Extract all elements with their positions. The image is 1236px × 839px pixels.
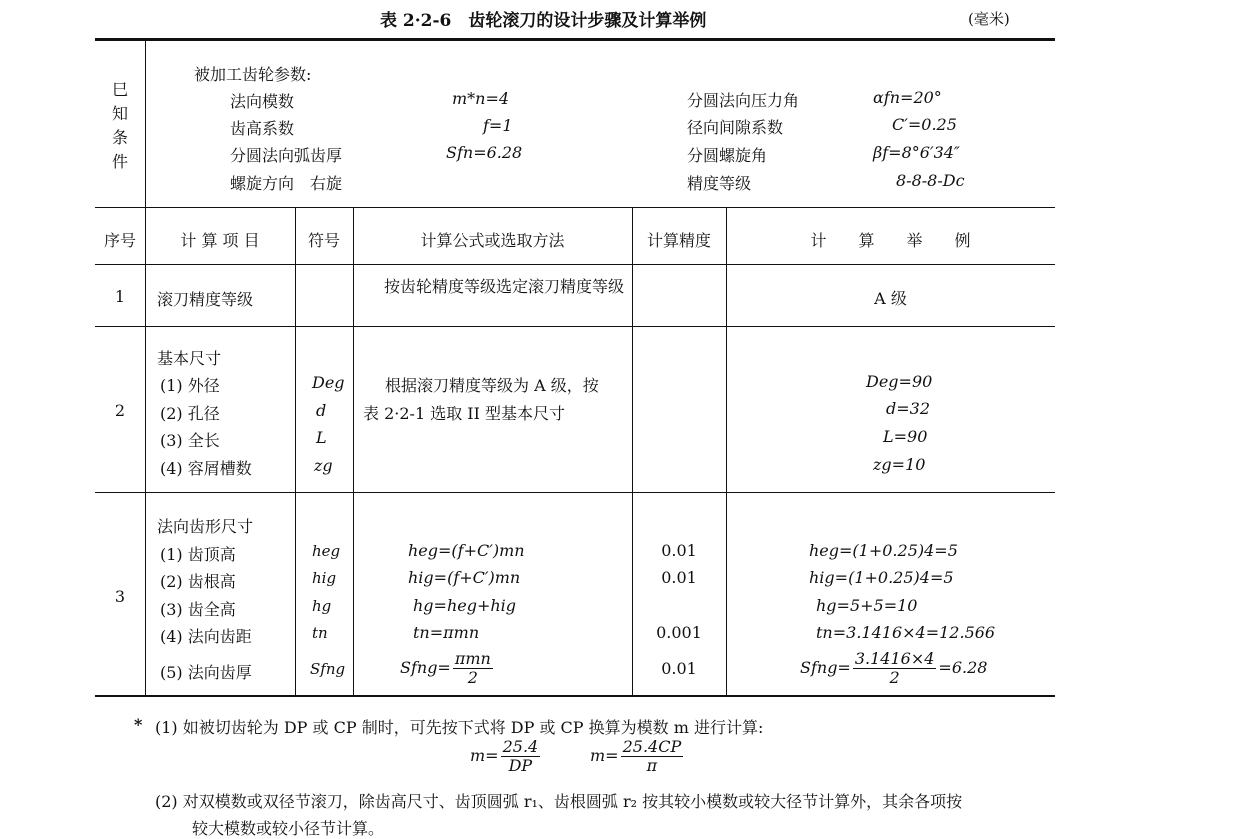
row-example: hg=5+5=10 — [816, 596, 918, 615]
row-example: L=90 — [883, 427, 928, 446]
row-item: (1) 外径 — [160, 376, 220, 395]
known-label: 径向间隙系数 — [687, 118, 784, 137]
known-label: 齿高系数 — [230, 119, 295, 138]
row-formula: tn=πmn — [413, 623, 480, 642]
row-example: Sfng= $\frac{3.1416\times 4}{2}$ =6.28 — [800, 649, 988, 687]
known-label: 分圆螺旋角 — [687, 146, 768, 165]
known-side-label: 巳 知 条 件 — [111, 80, 128, 171]
row-symbol: hg — [312, 597, 332, 615]
table-bottom-rule — [95, 695, 1055, 697]
row-symbol: L — [316, 428, 327, 447]
footnote-equation-1: m= $\frac{25.4}{DP}$ — [470, 737, 539, 775]
row-symbol: tn — [312, 624, 328, 642]
row-item: (5) 法向齿厚 — [160, 663, 252, 682]
row2-bottom-rule — [95, 492, 1055, 493]
col-header-no: 序号 — [103, 231, 136, 250]
row-item: (2) 孔径 — [160, 404, 220, 423]
col-header-item: 计 算 项 目 — [180, 231, 260, 250]
row-symbol: zg — [314, 456, 333, 475]
row-precision: 0.01 — [661, 568, 697, 587]
row-formula: heg=(f+C′)mn — [408, 541, 525, 560]
footnote-equation-2: m= $\frac{25.4CP}{\pi}$ — [590, 737, 682, 775]
col-header-method: 计算公式或选取方法 — [420, 231, 565, 250]
row-symbol: hig — [312, 569, 337, 587]
known-label: 分圆法向压力角 — [687, 91, 800, 110]
row-number: 2 — [114, 401, 126, 420]
row-example: hig=(1+0.25)4=5 — [809, 568, 954, 587]
row-method: 表 2·2-1 选取 II 型基本尺寸 — [363, 404, 566, 423]
row-example: tn=3.1416×4=12.566 — [816, 623, 996, 642]
page-title: 表 2·2-6 齿轮滚刀的设计步骤及计算举例 — [380, 11, 707, 31]
row-symbol: Sfng — [310, 660, 346, 678]
col-divider-3 — [353, 207, 354, 695]
col-divider-2 — [295, 207, 296, 695]
row-formula: hig=(f+C′)mn — [408, 568, 521, 587]
footnote-1: (1) 如被切齿轮为 DP 或 CP 制时，可先按下式将 DP 或 CP 换算为模数 m 进行计算: — [155, 718, 764, 737]
row-item: (3) 齿全高 — [160, 600, 236, 619]
row-item: (4) 法向齿距 — [160, 627, 252, 646]
known-value: αfn=20° — [873, 88, 942, 107]
unit-label: (毫米) — [968, 10, 1010, 28]
col-header-precision: 计算精度 — [646, 231, 711, 250]
row-symbol: Deg — [312, 373, 345, 392]
row1-bottom-rule — [95, 326, 1055, 327]
row-formula: hg=heg+hig — [413, 596, 517, 615]
known-label: 法向模数 — [230, 92, 295, 111]
known-value: f=1 — [483, 116, 513, 135]
row-method: 根据滚刀精度等级为 A 级，按 — [385, 376, 599, 395]
row-item: (1) 齿顶高 — [160, 545, 236, 564]
known-value: 8-8-8-Dc — [896, 171, 965, 190]
row-heading: 法向齿形尺寸 — [157, 517, 254, 536]
known-heading: 被加工齿轮参数: — [194, 65, 312, 84]
row-item: (4) 容屑槽数 — [160, 459, 252, 478]
row-item: (3) 全长 — [160, 431, 220, 450]
row-number: 3 — [114, 587, 126, 606]
header-bottom-rule — [95, 264, 1055, 265]
known-label: 精度等级 — [687, 174, 752, 193]
row-method: 按齿轮精度等级选定滚刀精度等级 — [384, 277, 625, 296]
row-example: zg=10 — [873, 455, 926, 474]
row-example: Deg=90 — [866, 372, 933, 391]
footnote-2-continued: 较大模数或较小径节计算。 — [192, 819, 385, 838]
row-precision: 0.01 — [661, 659, 697, 678]
row-item: (2) 齿根高 — [160, 572, 236, 591]
row-number: 1 — [114, 287, 126, 306]
row-example: A 级 — [874, 289, 907, 308]
row-symbol: heg — [312, 542, 341, 560]
top-rule — [95, 38, 1055, 41]
known-label: 分圆法向弧齿厚 — [230, 146, 343, 165]
row-precision: 0.01 — [661, 541, 697, 560]
known-value: Sfn=6.28 — [446, 143, 523, 162]
row-precision: 0.001 — [656, 623, 702, 642]
row-formula: Sfng= $\frac{\text{πmn}}{2}$ — [400, 649, 491, 687]
col-divider-1 — [145, 41, 146, 695]
known-label: 螺旋方向 右旋 — [230, 174, 343, 193]
col-divider-4 — [632, 207, 633, 695]
row-symbol: d — [316, 401, 327, 420]
known-value: m*n=4 — [452, 89, 510, 108]
footnote-marker: * — [134, 715, 143, 734]
col-header-symbol: 符号 — [307, 231, 340, 250]
known-value: C′=0.25 — [892, 115, 957, 134]
known-value: βf=8°6′34″ — [873, 143, 960, 162]
row-example: heg=(1+0.25)4=5 — [809, 541, 958, 560]
col-divider-5 — [726, 207, 727, 695]
known-bottom-rule — [95, 207, 1055, 208]
row-item: 滚刀精度等级 — [157, 290, 254, 309]
row-example: d=32 — [886, 399, 931, 418]
footnote-2: (2) 对双模数或双径节滚刀，除齿高尺寸、齿顶圆弧 r₁、齿根圆弧 r₂ 按其较小模数或较大径节计算外，其余各项按 — [155, 792, 963, 811]
row-heading: 基本尺寸 — [157, 349, 222, 368]
col-header-example: 计 算 举 例 — [810, 231, 971, 250]
